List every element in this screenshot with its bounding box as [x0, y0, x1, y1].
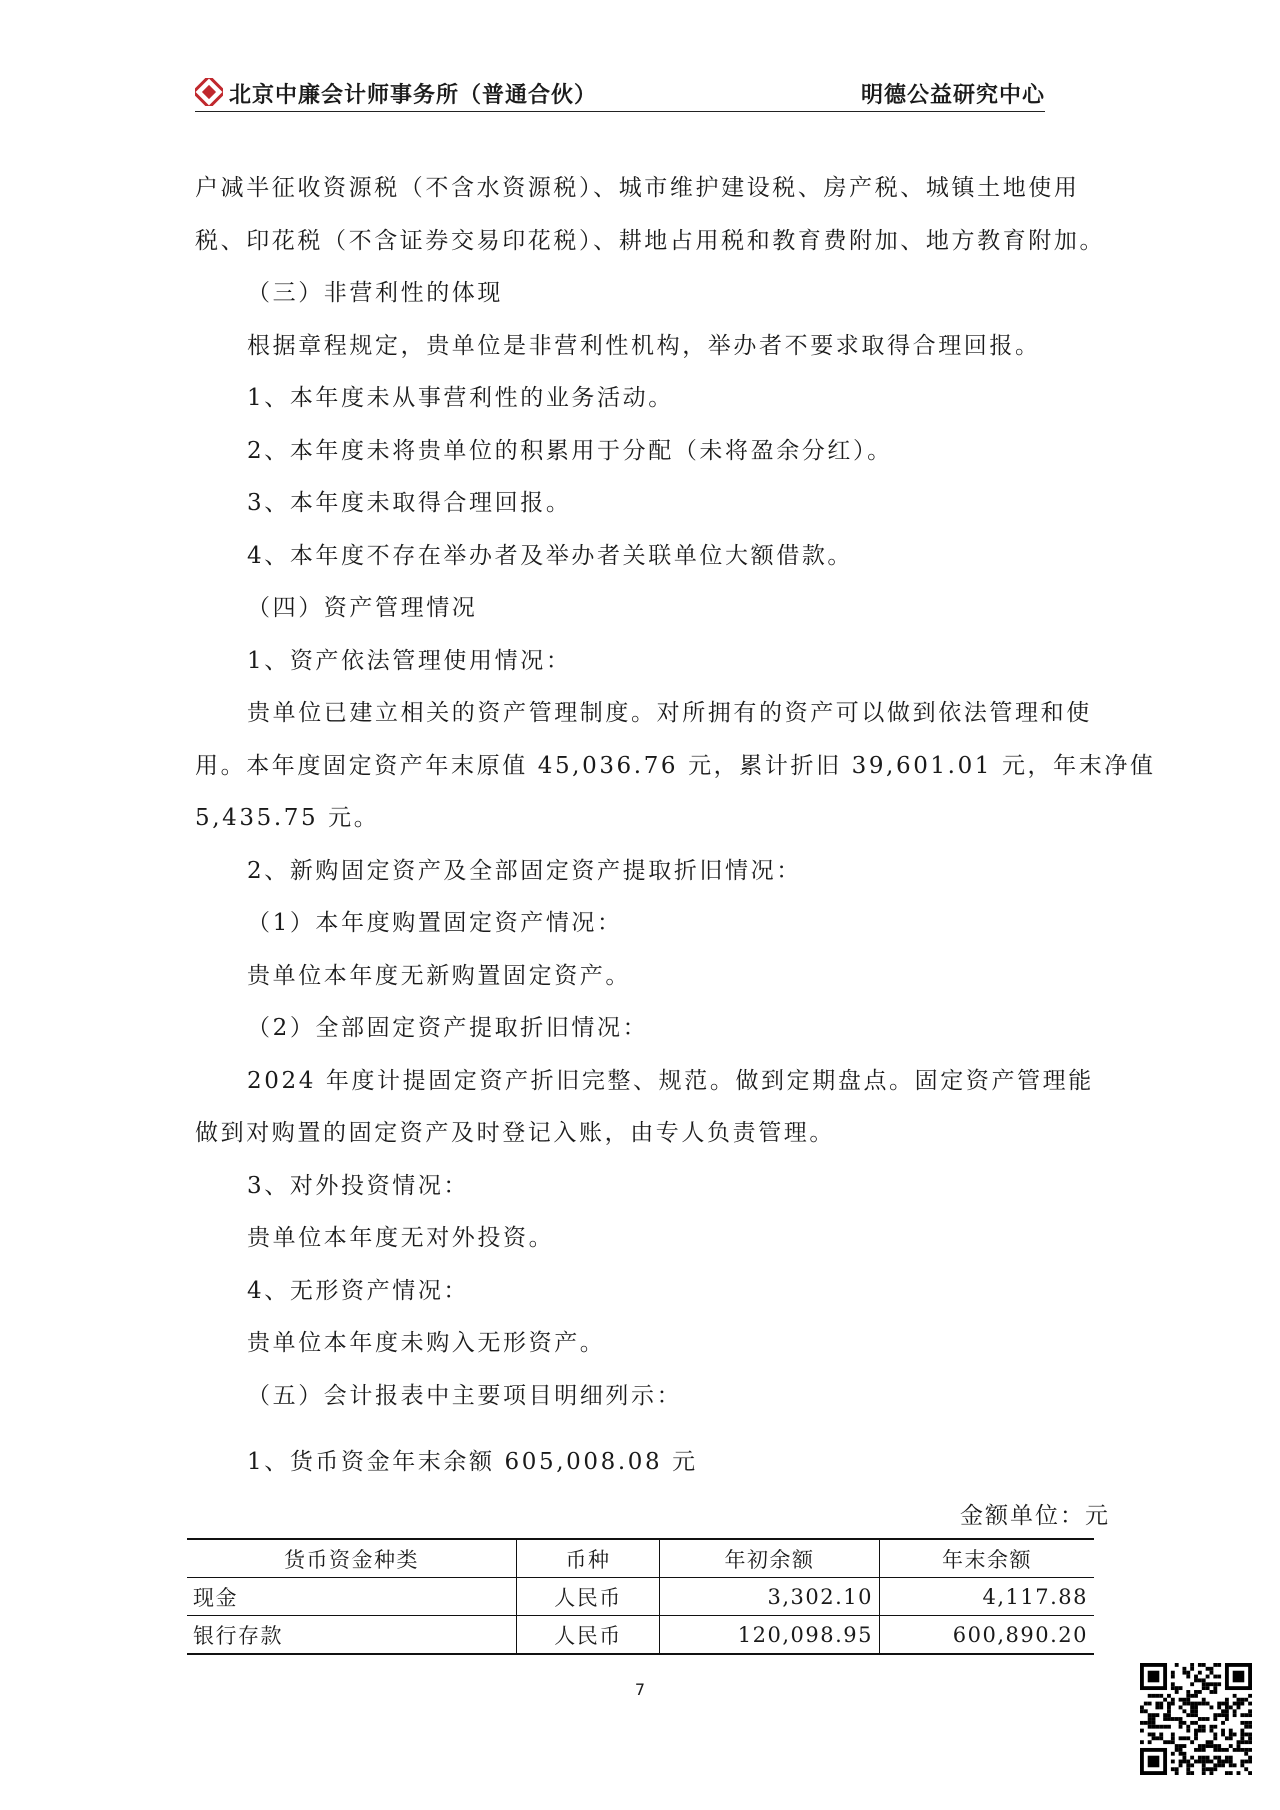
paragraph: 税、印花税（不含证券交易印花税）、耕地占用税和教育费附加、地方教育附加。	[195, 227, 1106, 254]
paragraph: 2024 年度计提固定资产折旧完整、规范。做到定期盘点。固定资产管理能	[247, 1067, 1094, 1094]
table-cell: 人民币	[517, 1616, 660, 1655]
table-cell: 现金	[187, 1578, 517, 1616]
client-name: 明德公益研究中心	[860, 83, 1045, 108]
paragraph: 1、资产依法管理使用情况：	[247, 647, 572, 674]
header-rule	[195, 111, 1045, 112]
table-cell: 3,302.10	[660, 1578, 880, 1616]
paragraph: 2、本年度未将贵单位的积累用于分配（未将盈余分红）。	[247, 437, 893, 464]
table-cell: 银行存款	[187, 1616, 517, 1655]
column-header: 年末余额	[942, 1547, 1032, 1572]
paragraph: 3、本年度未取得合理回报。	[247, 490, 572, 516]
cash-funds-table	[187, 1538, 1094, 1655]
paragraph: （2）全部固定资产提取折旧情况：	[247, 1015, 649, 1041]
paragraph: 4、本年度不存在举办者及举办者关联单位大额借款。	[247, 542, 854, 569]
verification-qr-code-icon	[1140, 1663, 1252, 1775]
column-header: 币种	[517, 1539, 660, 1578]
paragraph: （五）会计报表中主要项目明细列示：	[247, 1382, 683, 1409]
firm-name: 北京中廉会计师事务所（普通合伙）	[229, 83, 598, 108]
table-header-row	[187, 1539, 1094, 1578]
paragraph: 2、新购固定资产及全部固定资产提取折旧情况：	[247, 857, 802, 884]
paragraph: 贵单位已建立相关的资产管理制度。对所拥有的资产可以做到依法管理和使	[247, 700, 1092, 726]
paragraph: 户减半征收资源税（不含水资源税）、城市维护建设税、房产税、城镇土地使用	[195, 175, 1080, 201]
paragraph: 1、本年度未从事营利性的业务活动。	[247, 385, 674, 411]
page-number: 7	[634, 1680, 646, 1699]
amount-unit-label: 金额单位：元	[960, 1503, 1110, 1529]
table-cell: 人民币	[517, 1578, 660, 1616]
table-cell: 120,098.95	[660, 1616, 880, 1655]
paragraph: 5,435.75 元。	[195, 805, 380, 831]
column-header: 货币资金种类	[187, 1539, 517, 1578]
paragraph: 做到对购置的固定资产及时登记入账，由专人负责管理。	[195, 1120, 835, 1146]
paragraph: 4、无形资产情况：	[247, 1277, 470, 1304]
paragraph: 用。本年度固定资产年末原值 45,036.76 元，累计折旧 39,601.01 元，年末净值	[195, 752, 1156, 779]
paragraph: 根据章程规定，贵单位是非营利性机构，举办者不要求取得合理回报。	[247, 332, 1041, 359]
table-cell: 600,890.20	[880, 1616, 1095, 1655]
body-text	[195, 162, 1156, 1489]
firm-logo-icon	[195, 78, 223, 106]
table-cell: 4,117.88	[982, 1584, 1088, 1609]
page-header	[195, 72, 1045, 112]
column-header: 年初余额	[660, 1539, 880, 1578]
table-row	[187, 1616, 1094, 1655]
paragraph: （1）本年度购置固定资产情况：	[247, 910, 623, 936]
paragraph: （三）非营利性的体现	[247, 280, 503, 306]
paragraph: 贵单位本年度无新购置固定资产。	[247, 962, 631, 989]
paragraph: 贵单位本年度无对外投资。	[247, 1225, 555, 1251]
table-row	[187, 1578, 1094, 1616]
paragraph: （四）资产管理情况	[247, 595, 478, 621]
paragraph: 3、对外投资情况：	[247, 1172, 470, 1199]
paragraph: 1、货币资金年末余额 605,008.08 元	[247, 1449, 698, 1475]
paragraph: 贵单位本年度未购入无形资产。	[247, 1330, 606, 1356]
